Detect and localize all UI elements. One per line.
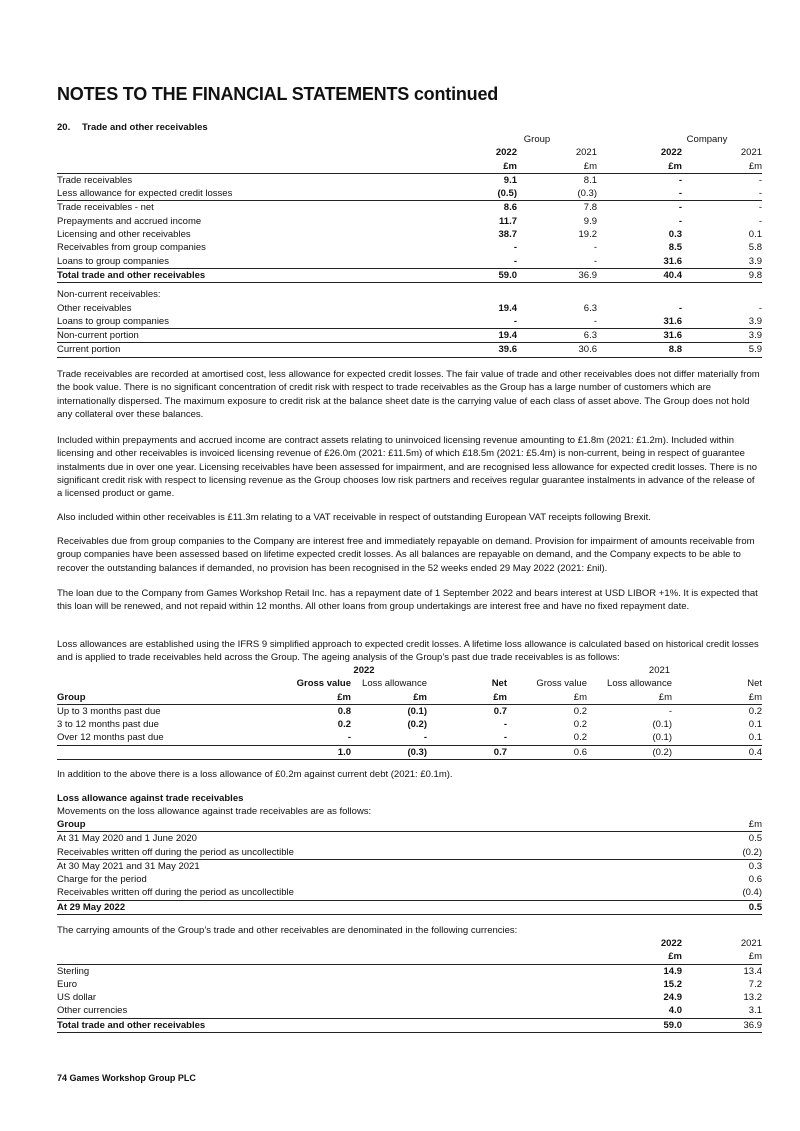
cell: (0.4): [682, 886, 762, 900]
cell: 1.0: [287, 745, 351, 759]
cell: 0.3: [748, 860, 762, 872]
row-label: Trade receivables: [57, 174, 133, 186]
row-label: Trade receivables - net: [57, 202, 154, 214]
currency-table: [57, 937, 762, 1033]
year-header: 2022: [660, 147, 682, 159]
cell: -: [597, 187, 682, 201]
cell: -: [593, 242, 597, 254]
cell: 0.6: [748, 874, 762, 886]
cell: 8.6: [503, 202, 517, 214]
cell: 3.1: [682, 1004, 762, 1018]
table-row: [57, 859, 762, 873]
cell: 0.2: [573, 705, 587, 717]
paragraph-loss-allowances: Loss allowances are established using the IFRS 9 simplified approach to expected credit losses. A lifetime loss allowance is calculated based on historical credit losses and is applied to trade receivables held across the Group. The ageing analysis of the Group’s past due trade receivables is as follows:: [57, 639, 759, 664]
table-row: [57, 228, 762, 241]
cell: (0.3): [517, 187, 597, 201]
unit-header: £m: [287, 691, 351, 705]
row-label: At 30 May 2021 and 31 May 2021: [57, 860, 200, 872]
cell: (0.1): [652, 719, 672, 731]
row-label: Current portion: [57, 343, 427, 357]
company-header: Company: [686, 134, 728, 145]
table-row: [57, 215, 762, 228]
cell: -: [678, 202, 682, 214]
cell: 3.9: [682, 315, 762, 329]
cell: 8.8: [597, 343, 682, 357]
row-label: At 29 May 2022: [57, 900, 682, 914]
cell: 30.6: [517, 343, 597, 357]
table-row: [57, 241, 762, 254]
cell: 36.9: [682, 1018, 762, 1032]
group-label: Group: [57, 818, 682, 832]
cell: 8.1: [583, 174, 597, 186]
cell: -: [758, 202, 763, 214]
unit-header: £m: [427, 691, 507, 705]
row-label: Total trade and other receivables: [57, 268, 427, 282]
column-header: Loss allowance: [607, 678, 672, 690]
cell: 0.2: [748, 705, 762, 717]
cell: 0.2: [573, 719, 587, 731]
row-label: Up to 3 months past due: [57, 705, 161, 717]
cell: -: [758, 215, 763, 227]
section-title-text: Trade and other receivables: [82, 122, 208, 133]
page-footer: 74 Games Workshop Group PLC: [57, 1073, 196, 1083]
cell: 31.6: [597, 315, 682, 329]
row-label: Loans to group companies: [57, 315, 427, 329]
row-label: US dollar: [57, 992, 97, 1004]
cell: 7.2: [748, 978, 762, 990]
unit-header: £m: [427, 160, 517, 174]
cell: 6.3: [583, 302, 597, 314]
cell: 3.9: [682, 329, 762, 343]
table-row-total: [57, 745, 762, 759]
cell: -: [427, 315, 517, 329]
table-row-total: [57, 268, 762, 282]
group-header: Group: [523, 134, 551, 145]
cell: 13.2: [743, 992, 762, 1004]
cell: 0.3: [668, 229, 682, 241]
paragraph-vat: Also included within other receivables is £11.3m relating to a VAT receivable in respect of outstanding European VAT receipts following Brexit.: [57, 512, 651, 523]
paragraph-currencies: The carrying amounts of the Group’s trade and other receivables are denominated in the following currencies:: [57, 925, 518, 936]
cell: 0.1: [748, 229, 763, 241]
group-label: Group: [57, 691, 287, 705]
row-label: Loans to group companies: [57, 255, 427, 269]
year-header: 2021: [648, 665, 671, 676]
cell: 0.5: [748, 833, 762, 845]
year-header: 2021: [740, 147, 763, 159]
cell: 24.9: [663, 992, 682, 1004]
cell: (0.5): [427, 187, 517, 201]
cell: 19.4: [498, 302, 517, 314]
row-label: Receivables written off during the period as uncollectible: [57, 846, 682, 860]
cell: (0.1): [407, 705, 427, 717]
table-row: [57, 886, 762, 900]
table-row: [57, 343, 762, 357]
cell: -: [517, 255, 597, 269]
cell: -: [427, 731, 507, 745]
cell: -: [678, 215, 682, 227]
unit-header: £m: [517, 160, 597, 174]
column-header: Net: [747, 678, 762, 690]
unit-header: £m: [682, 950, 762, 964]
column-header: Gross value: [296, 678, 351, 690]
unit-header: £m: [507, 691, 587, 705]
cell: (0.2): [682, 846, 762, 860]
cell: 0.7: [493, 705, 507, 717]
row-label: Receivables from group companies: [57, 242, 206, 254]
table-row: [57, 718, 762, 731]
section-number: 20.: [57, 122, 71, 133]
table-row: [57, 255, 762, 269]
cell: 19.4: [427, 329, 517, 343]
year-header: 2022: [495, 147, 517, 159]
cell: 38.7: [498, 229, 517, 241]
table-row: [57, 187, 762, 201]
table-row: [57, 704, 762, 718]
column-header: Loss allowance: [362, 678, 427, 690]
row-label: 3 to 12 months past due: [57, 719, 159, 731]
row-label: Sterling: [57, 965, 90, 977]
loss-allowance-heading: Loss allowance against trade receivables: [57, 793, 244, 804]
ageing-table: [57, 664, 762, 760]
cell: 0.8: [337, 705, 351, 717]
cell: -: [678, 174, 682, 186]
cell: 31.6: [597, 255, 682, 269]
table-row: [57, 832, 762, 846]
unit-header: £m: [682, 818, 762, 832]
cell: 36.9: [517, 268, 597, 282]
cell: 0.2: [337, 719, 351, 731]
cell: 0.7: [427, 745, 507, 759]
cell: 9.8: [682, 268, 762, 282]
paragraph-group-receivables: Receivables due from group companies to the Company are interest free and immediately repayable on demand. Provision for impairment of amounts receivable from group companies have been assessed based on lifetime expected credit losses. As all balances are repayable on demand, and the Company expects to be able to recover the outstanding balances if demanded, no provision has been recognised in the 52 weeks ended 29 May 2022 (2021: £nil).: [57, 536, 755, 574]
cell: 39.6: [427, 343, 517, 357]
cell: (0.2): [587, 745, 672, 759]
cell: -: [668, 705, 672, 717]
cell: -: [287, 731, 351, 745]
row-label: Other currencies: [57, 1004, 602, 1018]
table-row: [57, 288, 762, 301]
cell: (0.2): [407, 719, 427, 731]
paragraph-loan: The loan due to the Company from Games Workshop Retail Inc. has a repayment date of 1 September 2022 and bears interest at USD LIBOR +1%. It is expected that this loan will be renewed, and not repaid within 12 months. All other loans from group undertakings are interest free and have no fixed repayment date.: [57, 588, 758, 613]
row-label: Prepayments and accrued income: [57, 215, 202, 227]
cell: (0.1): [587, 731, 672, 745]
cell: 4.0: [602, 1004, 682, 1018]
cell: -: [351, 731, 427, 745]
table-row: [57, 201, 762, 215]
cell: 0.1: [672, 731, 762, 745]
paragraph-fair-value: Trade receivables are recorded at amortised cost, less allowance for expected credit losses. The fair value of trade and other receivables does not differ materially from the book value. There is no significant concentration of credit risk with respect to trade receivables as the Group has a large number of customers which are internationally dispersed. The maximum exposure to credit risk at the balance sheet date is the carrying value of each class of asset above. The Group does not hold any collateral over these balances.: [57, 369, 760, 420]
cell: -: [513, 242, 517, 254]
year-header: 2021: [575, 147, 597, 159]
loss-allowance-table: [57, 818, 762, 915]
unit-header: £m: [587, 691, 672, 705]
row-label: Licensing and other receivables: [57, 229, 191, 241]
row-label: Total trade and other receivables: [57, 1018, 602, 1032]
cell: 59.0: [427, 268, 517, 282]
table-row: [57, 731, 762, 745]
cell: -: [503, 719, 507, 731]
paragraph-licensing: Included within prepayments and accrued income are contract assets relating to uninvoiced licensing revenue amounting to £1.8m (2021: £1.2m). Included within licensing and other receivables is invoiced licensing revenue of £26.0m (2021: £11.5m) of which £18.5m (2021: £5.4m) is non-current, being in respect of guarantee instalments due in over one year. Licensing receivables have been assessed for impairment, and are recognised less allowance for expected credit losses. There is no significant credit risk with respect to licensing revenue as the Group chooses low risk partners and receives regular guarantee instalments in advance of the release of a licensed product or game.: [57, 435, 758, 500]
cell: 6.3: [517, 329, 597, 343]
unit-header: £m: [597, 160, 682, 174]
cell: 8.5: [668, 242, 682, 254]
cell: 15.2: [663, 978, 682, 990]
cell: 5.9: [682, 343, 762, 357]
row-label: At 31 May 2020 and 1 June 2020: [57, 833, 197, 845]
row-label: Non-current portion: [57, 329, 427, 343]
table-row: [57, 846, 762, 860]
unit-header: £m: [351, 691, 427, 705]
year-header: 2021: [740, 938, 762, 949]
row-label: Receivables written off during the period as uncollectible: [57, 886, 682, 900]
cell: 0.5: [682, 900, 762, 914]
cell: (0.3): [351, 745, 427, 759]
table-row: [57, 302, 762, 315]
unit-header: £m: [672, 691, 762, 705]
cell: 7.8: [583, 202, 597, 214]
cell: -: [758, 302, 763, 314]
table-row: [57, 964, 762, 978]
column-header: Net: [491, 678, 507, 690]
cell: 9.1: [503, 174, 517, 186]
cell: 0.6: [507, 745, 587, 759]
cell: 0.1: [748, 719, 762, 731]
row-label: Non-current receivables:: [57, 289, 161, 301]
unit-header: £m: [602, 950, 682, 964]
receivables-table: [57, 133, 762, 358]
paragraph-current-debt: In addition to the above there is a loss allowance of £0.2m against current debt (2021: £0.1m).: [57, 769, 453, 780]
cell: -: [427, 255, 517, 269]
row-label: Over 12 months past due: [57, 731, 287, 745]
table-row: [57, 991, 762, 1004]
section-title: [57, 122, 208, 133]
cell: -: [682, 187, 762, 201]
cell: 11.7: [499, 215, 517, 227]
cell: 5.8: [748, 242, 763, 254]
table-row: [57, 978, 762, 991]
cell: 40.4: [597, 268, 682, 282]
loss-allowance-intro: Movements on the loss allowance against trade receivables are as follows:: [57, 806, 372, 817]
cell: -: [517, 315, 597, 329]
table-row-total: [57, 1018, 762, 1032]
cell: 13.4: [743, 965, 762, 977]
table-row: [57, 873, 762, 886]
cell: 0.2: [507, 731, 587, 745]
cell: 9.9: [583, 215, 597, 227]
cell: 3.9: [682, 255, 762, 269]
page-title: NOTES TO THE FINANCIAL STATEMENTS continued: [57, 84, 499, 104]
table-row: [57, 173, 762, 187]
unit-header: £m: [682, 160, 762, 174]
row-label: Other receivables: [57, 302, 132, 314]
table-row: [57, 329, 762, 343]
table-row-total: [57, 900, 762, 914]
cell: -: [678, 302, 682, 314]
row-label: Euro: [57, 978, 78, 990]
row-label: Charge for the period: [57, 874, 147, 886]
cell: 59.0: [602, 1018, 682, 1032]
column-header: Gross value: [536, 678, 587, 690]
cell: 19.2: [578, 229, 597, 241]
table-row: [57, 1004, 762, 1018]
table-row: [57, 315, 762, 329]
cell: 31.6: [597, 329, 682, 343]
cell: 14.9: [663, 965, 682, 977]
year-header: 2022: [660, 938, 682, 949]
cell: 0.4: [672, 745, 762, 759]
row-label: Less allowance for expected credit losses: [57, 187, 427, 201]
cell: -: [758, 174, 763, 186]
year-header: 2022: [353, 665, 375, 676]
